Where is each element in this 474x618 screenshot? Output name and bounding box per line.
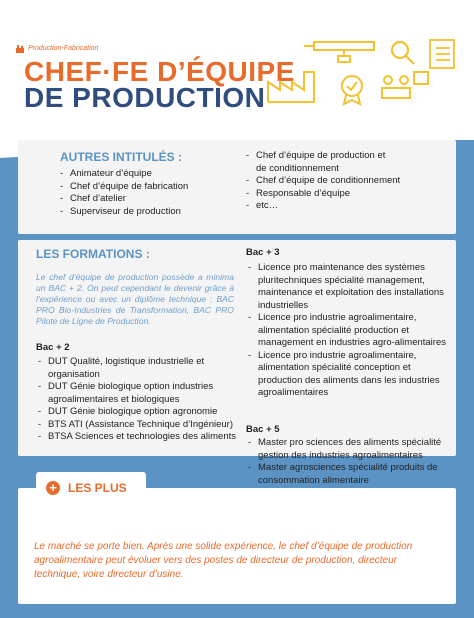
formations-heading: LES FORMATIONS :: [36, 247, 150, 261]
category-icon: [15, 44, 25, 54]
bac2-label: Bac + 2: [36, 342, 70, 353]
list-item: - Master pro sciences des aliments spécialité gestion des industries agroalimentaires: [246, 437, 446, 462]
list-item: - Licence pro maintenance des systèmes pluritechniques spécialité management, maintenance et exploitation des installations industrielles: [246, 262, 446, 312]
list-item: - BTS ATI (Assistance Technique d’Ingénieur): [36, 419, 236, 432]
list-item-continuation: de conditionnement: [256, 162, 339, 174]
list-item: - Responsable d’équipe: [244, 188, 444, 201]
conveyor-icon: [304, 42, 374, 62]
plus-badge: [36, 472, 146, 504]
factory-icon: [268, 72, 314, 102]
list-item: - Licence pro industrie agroalimentaire, alimentation spécialité production et management en industries agro-alimentaires: [246, 312, 446, 350]
other-titles-right-list: [244, 150, 444, 213]
list-item: - DUT Génie biologique option agronomie: [36, 406, 236, 419]
plus-heading: LES PLUS: [68, 481, 127, 495]
header-illustrations: [264, 36, 464, 108]
bac3-label: Bac + 3: [246, 247, 280, 258]
plus-icon: +: [46, 481, 60, 495]
list-item: - BTSA Sciences et technologies des aliments: [36, 431, 236, 444]
list-item: - Licence pro industrie agroalimentaire, alimentation spécialité conception et production des aliments dans les industries agroalimentaires: [246, 350, 446, 400]
bac5-label: Bac + 5: [246, 424, 280, 435]
other-titles-left-list: [58, 168, 238, 218]
checklist-icon: [430, 40, 454, 68]
page-title-line2: DE PRODUCTION: [24, 82, 266, 113]
list-item: - Animateur d’équipe: [58, 168, 238, 181]
team-meeting-icon: [382, 72, 428, 98]
bac3-list: [246, 262, 446, 400]
formations-intro: Le chef d’équipe de production possède a minima un BAC + 2. On peut cependant le devenir grâce à l’expérience ou avec un diplôme technique : BAC PRO Bio-Industries de Transformation, BAC PRO Pilote de Ligne de Production.: [36, 272, 234, 326]
list-item: - Chef d’équipe de conditionnement: [244, 175, 444, 188]
list-item: - Superviseur de production: [58, 206, 238, 219]
list-item: - etc…: [244, 200, 444, 213]
page-title-line1: CHEF·FE D’ÉQUIPE: [24, 56, 295, 87]
quality-badge-icon: [342, 76, 362, 104]
plus-text: Le marché se porte bien. Après une solide expérience, le chef d’équipe de production agroalimentaire peut évoluer vers des postes de directeur de production, directeur technique, voire directeur d’usine.: [34, 541, 413, 580]
other-titles-heading: AUTRES INTITULÉS :: [60, 150, 182, 164]
list-item: - DUT Qualité, logistique industrielle et organisation: [36, 356, 236, 381]
list-item: - DUT Génie biologique option industries agroalimentaires et biologiques: [36, 381, 236, 406]
magnifier-icon: [392, 42, 414, 64]
list-item: - Chef d’équipe de production et: [244, 150, 444, 163]
list-item: - Master agrosciences spécialité produits de consommation alimentaire: [246, 462, 446, 487]
category-label: Production-Fabrication: [28, 45, 99, 52]
list-item: - Chef d’atelier: [58, 193, 238, 206]
list-item: - Chef d’équipe de fabrication: [58, 181, 238, 194]
bac2-list: [36, 356, 236, 444]
